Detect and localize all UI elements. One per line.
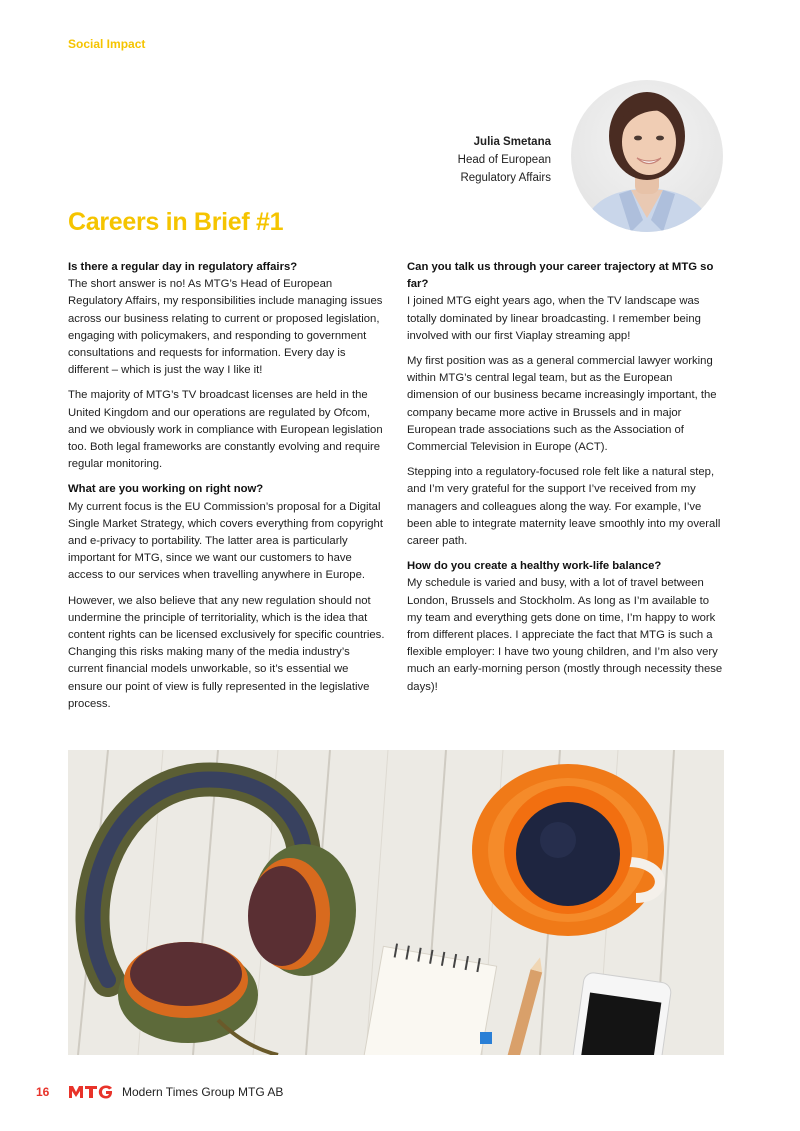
- page-footer: [36, 1083, 283, 1101]
- section-label: Social Impact: [68, 37, 146, 51]
- article-paragraph: The majority of MTG’s TV broadcast licenses are held in the United Kingdom and our operations are regulated by Ofcom, and we obviously work in compliance with European legislation too. Both legal frameworks are constantly evolving and require regular monitoring.: [68, 389, 383, 471]
- article-subheading: How do you create a healthy work-life balance?: [407, 560, 662, 573]
- person-name: Julia Smetana: [473, 136, 551, 148]
- article-right-column: [407, 259, 725, 704]
- article-left-column: [68, 259, 386, 721]
- person-caption: [458, 133, 551, 187]
- headphones-coffee-photo: [68, 750, 724, 1055]
- person-role-line-2: Regulatory Affairs: [460, 172, 551, 184]
- portrait-photo: [571, 80, 723, 232]
- article-subheading: Is there a regular day in regulatory affairs?: [68, 261, 298, 273]
- article-paragraph: Stepping into a regulatory-focused role felt like a natural step, and I’m very grateful for the support I’ve received from my managers and colleagues along the way. For example, I’ve been able to integrate maternity leave smoothly into my overall career path.: [407, 466, 721, 548]
- mtg-logo-icon: [68, 1085, 114, 1099]
- company-name: Modern Times Group MTG AB: [122, 1085, 284, 1099]
- article-title: Careers in Brief #1: [68, 208, 284, 236]
- article-paragraph: My first position was as a general commercial lawyer working within MTG’s central legal team, but as the European dimension of our business became increasingly important, the company became more active in Brussels and in major European trade associations such as the Association of Commercial Television in Europe (ACT).: [407, 355, 717, 454]
- article-paragraph: I joined MTG eight years ago, when the TV landscape was totally dominated by linear broadcasting. I remember being involved with our first Viaplay streaming app!: [407, 295, 701, 342]
- article-subheading: Can you talk us through your career trajectory at MTG so far?: [407, 261, 714, 291]
- article-subheading: What are you working on right now?: [68, 483, 264, 496]
- person-role-line-1: Head of European: [457, 154, 551, 166]
- page-number: 16: [36, 1085, 50, 1099]
- article-paragraph: The short answer is no! As MTG’s Head of European Regulatory Affairs, my responsibilities include managing issues across our business relating to current or proposed legislation, engaging with policymakers, and responding to government consultations and requests for information. Every day is different – which is just the way I like it!: [68, 278, 383, 377]
- article-paragraph: My schedule is varied and busy, with a lot of travel between London, Brussels and Stockholm. As long as I’m available to my team and everything gets done on time, I’m happy to work from different places. I appreciate the fact that MTG is such a flexible employer: I have two young children, and I’m also very much an early-morning person (mostly through necessity these days)!: [407, 577, 723, 693]
- article-paragraph: However, we also believe that any new regulation should not undermine the principle of territoriality, which is the idea that content rights can be licensed exclusively for specific countries. Changing this risks making many of the media industry’s current financial models unworkable, so it’s essential we ensure our point of view is fully represented in the legislative process.: [68, 594, 385, 710]
- article-paragraph: My current focus is the EU Commission’s proposal for a Digital Single Market Strategy, which covers everything from copyright and e-privacy to portability. The latter area is particularly important for MTG, since we want our customers to have access to our services when travelling anywhere in Europe.: [68, 500, 383, 582]
